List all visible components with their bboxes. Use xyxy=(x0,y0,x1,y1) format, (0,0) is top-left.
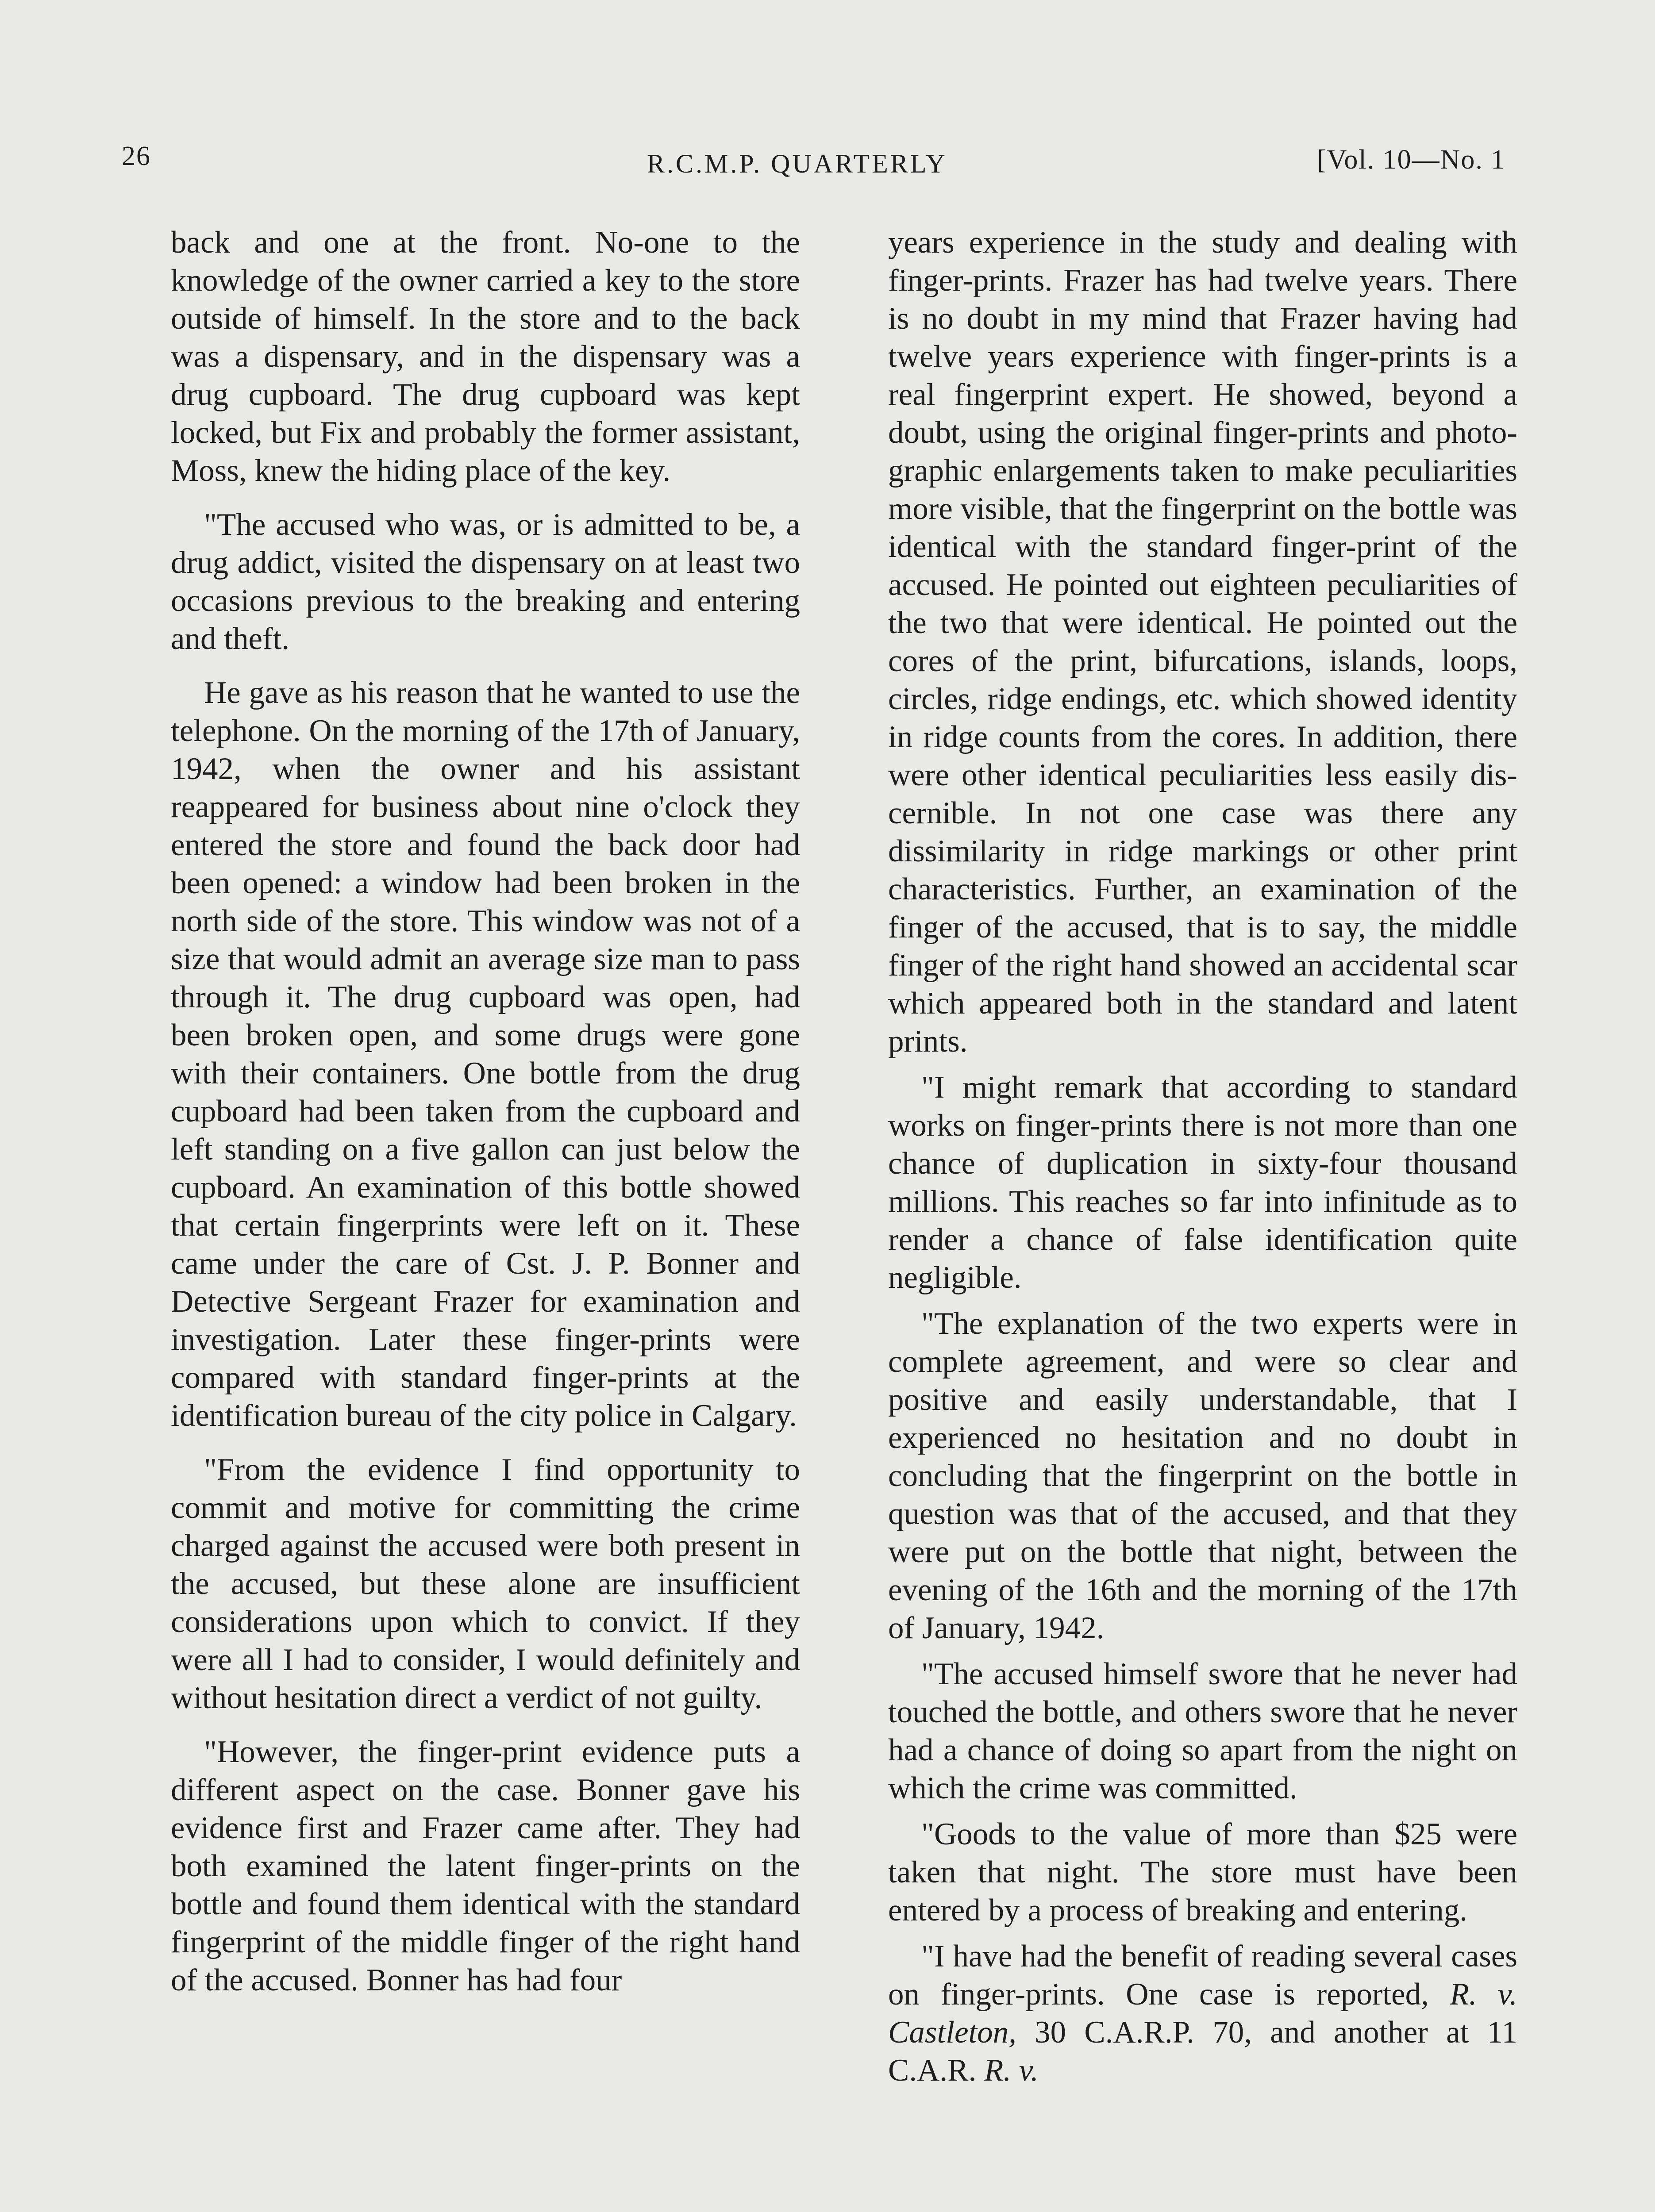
page-number: 26 xyxy=(122,141,151,171)
case-name: R. v. xyxy=(984,2053,1039,2088)
running-title: R.C.M.P. QUARTERLY xyxy=(647,149,947,178)
paragraph: "From the evidence I find opportunity to commit and motive for committing the crime charged against the accused were both present in the accused, but these alone are insufficient considerations upon which to convict. If they were all I had to consider, I would definitely and without hesitation direct a verdict of not guilty. xyxy=(171,1452,800,1715)
paragraph: "The accused who was, or is admitted to be, a drug addict, visited the dispensary on at least two occasions previous to the breaking and entering and theft. xyxy=(171,507,800,656)
paragraph: "The accused himself swore that he never had touched the bottle, and others swore that he never had a chance of doing so apart from the night on which the crime was committed. xyxy=(888,1657,1517,1805)
paragraph: "The explanation of the two experts were in complete agreement, and were so clear and positive and easily understandable, that I experienced no hesitation and no doubt in concluding that the fingerprint on the bottle in question was that of the accused, and that they were put on the bottle that night, between the evening of the 16th and the morning of the 17th of January, 1942. xyxy=(888,1306,1517,1645)
left-column xyxy=(171,223,800,2015)
paragraph-case-citations xyxy=(888,1937,1517,2089)
paragraph: "Goods to the value of more than $25 were taken that night. The store must have been entered by a process of breaking and entering. xyxy=(888,1817,1517,1928)
right-column xyxy=(888,223,1517,2097)
citation-text: "I have had the benefit of reading several cases on finger-prints. One case is reported, xyxy=(888,1939,1517,2012)
case-name: R. v. Castleton, xyxy=(888,1977,1517,2050)
paragraph: "I might remark that according to standard works on finger-prints there is not more than one chance of duplication in sixty-four thousand millions. This reaches so far into infinitude as to render a chance of false identification quite negligible. xyxy=(888,1070,1517,1295)
page-header xyxy=(0,141,1655,185)
volume-issue: [Vol. 10—No. 1 xyxy=(1317,145,1506,175)
citation-text: 30 C.A.R.P. 70, and another at 11 C.A.R. xyxy=(888,2015,1517,2088)
paragraph: back and one at the front. No-one to the knowledge of the owner carried a key to the store outside of himself. In the store and to the back was a dispensary, and in the dispensary was a drug cupboard. The drug cupboard was kept locked, but Fix and probably the former assistant, Moss, knew the hiding place of the key. xyxy=(171,225,800,488)
paragraph: "However, the finger-print evidence puts a different aspect on the case. Bonner gave his evidence first and Frazer came after. They had both examined the latent finger-prints on the bottle and found them identical with the standard fingerprint of the middle finger of the right hand of the accused. Bonner has had four xyxy=(171,1735,800,1997)
paragraph: He gave as his reason that he wanted to use the telephone. On the morning of the 17th of January, 1942, when the owner and his assistant reappeared for business about nine o'clock they entered the store and found the back door had been opened: a window had been broken in the north side of the store. This window was not of a size that would admit an average size man to pass through it. The drug cupboard was open, had been broken open, and some drugs were gone with their containers. One bottle from the drug cupboard had been taken from the cupboard and left standing on a five gallon can just below the cupboard. An examination of this bottle showed that certain fingerprints were left on it. These came under the care of Cst. J. P. Bonner and Detective Sergeant Frazer for examination and investigation. Later these finger-prints were compared with standard finger-prints at the identification bureau of the city police in Calgary. xyxy=(171,676,800,1433)
paragraph: years experience in the study and dealing with finger-prints. Frazer has had twelve years. There is no doubt in my mind that Frazer having had twelve years experience with finger-prints is a real fingerprint expert. He showed, beyond a doubt, using the original finger-prints and photographic enlargements taken to make peculiarities more visible, that the fingerprint on the bottle was identical with the standard finger-print of the accused. He pointed out eighteen peculiarities of the two that were identical. He pointed out the cores of the print, bifurcations, islands, loops, circles, ridge endings, etc. which showed identity in ridge counts from the cores. In addition, there were other identical peculiarities less easily discernible. In not one case was there any dissimilarity in ridge markings or other print characteristics. Further, an examination of the finger of the accused, that is to say, the middle finger of the right hand showed an accidental scar which appeared both in the standard and latent prints. xyxy=(888,225,1517,1059)
